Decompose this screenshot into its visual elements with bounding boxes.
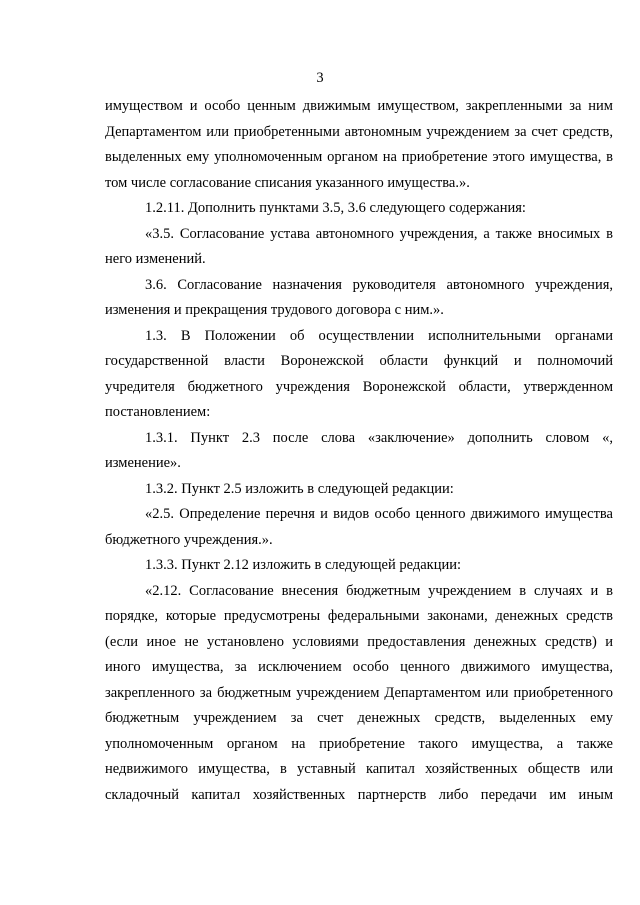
document-body [105, 94, 613, 808]
paragraph-2-5: «2.5. Определение перечня и видов особо ценного движимого имущества бюджетного учреждения.». [105, 506, 613, 548]
paragraph-3-5: «3.5. Согласование устава автономного учреждения, а также вносимых в него изменений. [105, 225, 613, 267]
paragraph-3-6: 3.6. Согласование назначения руководителя автономного учреждения, изменения и прекращения трудового договора с ним.». [105, 276, 613, 318]
paragraph-1-2-11: 1.2.11. Дополнить пунктами 3.5, 3.6 следующего содержания: [145, 200, 526, 216]
paragraph-property-clause-end: имуществом и особо ценным движимым имуществом, закрепленными за ним Департаментом или приобретенными автономным учреждением за счет средств, выделенных ему уполномоченным органом на приобретение этого имущества, в том числе согласование списания указанного имущества.». [105, 98, 613, 191]
paragraph-1-3-3: 1.3.3. Пункт 2.12 изложить в следующей редакции: [145, 557, 462, 573]
paragraph-1-3-1: 1.3.1. Пункт 2.3 после слова «заключение» дополнить словом «, изменение». [105, 429, 613, 471]
page-number: 3 [316, 70, 324, 86]
paragraph-1-3: 1.3. В Положении об осуществлении исполнительными органами государственной власти Воронежской области функций и полномочий учредителя бюджетного учреждения Воронежской области, утвержденном постановлением: [105, 327, 613, 420]
paragraph-1-3-2: 1.3.2. Пункт 2.5 изложить в следующей редакции: [145, 480, 454, 497]
paragraph-2-12: «2.12. Согласование внесения бюджетным учреждением в случаях и в порядке, которые предусмотрены федеральными законами, денежных средств (если иное не установлено условиями предоставления денежных средств) и иного имущества, за исключением особо ценного движимого имущества, закрепленного за бюджетным учреждением Департаментом или приобретенного бюджетным учреждением за счет денежных средств, выделенных ему уполномоченным органом на приобретение такого имущества, а также недвижимого имущества, в уставный капитал хозяйственных обществ или складочный капитал хозяйственных партнерств либо передачи им иным [105, 582, 613, 803]
